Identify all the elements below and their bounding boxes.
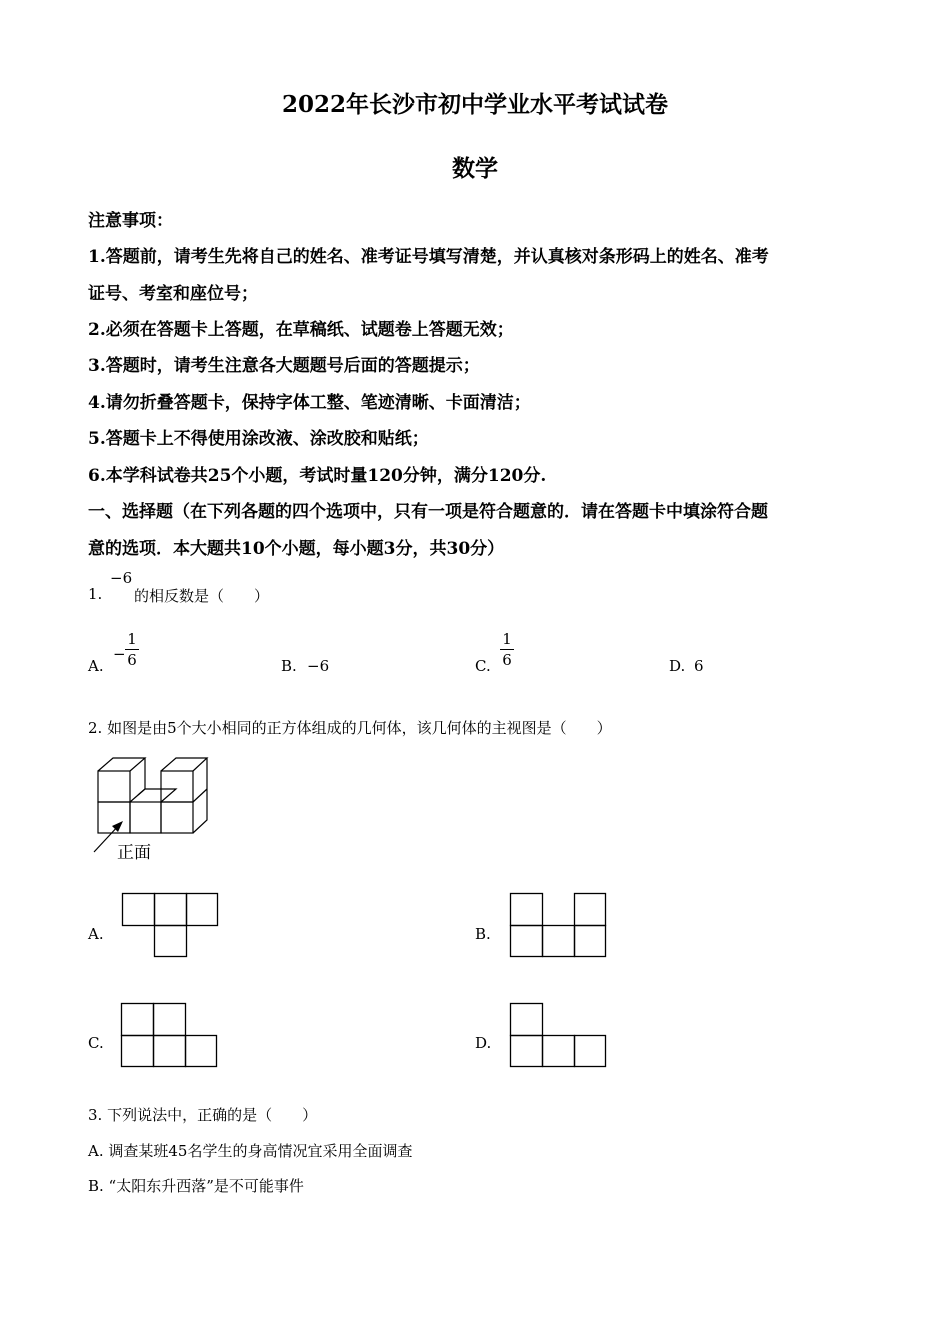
notice-item-1-line-2: 证号、考室和座位号； xyxy=(88,284,258,304)
q1-option-d-value: 6 xyxy=(694,657,704,675)
q3-option-b: B. “太阳东升西落”是不可能事件 xyxy=(88,1177,304,1195)
fraction-bar xyxy=(125,649,139,650)
q1-option-c-numerator: 1 xyxy=(502,630,512,648)
q2-option-a-label: A. xyxy=(88,925,104,943)
q1-option-c-fraction xyxy=(500,630,514,669)
q2-option-c-shape xyxy=(121,1003,217,1067)
notice-item-4: 4.请勿折叠答题卡，保持字体工整、笔迹清晰、卡面清洁； xyxy=(88,393,531,413)
fraction-bar xyxy=(500,649,514,650)
section-1-instructions-line-1: 一、选择题（在下列各题的四个选项中，只有一项是符合题意的．请在答题卡中填涂符合题 xyxy=(88,502,768,522)
q1-number: 1. xyxy=(88,585,103,603)
notice-item-1-line-1: 1.答题前，请考生先将自己的姓名、准考证号填写清楚，并认真核对条形码上的姓名、准考 xyxy=(88,247,769,267)
q1-option-a-denominator: 6 xyxy=(127,651,137,669)
q2-cube-figure xyxy=(90,756,210,836)
q2-option-a-shape xyxy=(122,893,218,957)
notice-item-3: 3.答题时，请考生注意各大题题号后面的答题提示； xyxy=(88,356,480,376)
q1-option-a-label: A. xyxy=(88,657,104,675)
q2-question-text: 2. 如图是由5个大小相同的正方体组成的几何体，该几何体的主视图是（ ） xyxy=(88,719,612,737)
section-1-instructions-line-2: 意的选项．本大题共10个小题，每小题3分，共30分） xyxy=(88,539,505,559)
q1-option-a-fraction xyxy=(125,630,139,669)
q2-option-b-label: B. xyxy=(475,925,491,943)
q1-option-d-label: D. xyxy=(669,657,686,675)
subject-title: 数学 xyxy=(452,155,498,182)
q2-option-b-shape xyxy=(510,893,606,957)
q1-expression: −6 xyxy=(110,569,133,587)
q1-option-b-value: −6 xyxy=(307,657,330,675)
q1-option-c-label: C. xyxy=(475,657,491,675)
notice-item-6: 6.本学科试卷共25个小题，考试时量120分钟，满分120分. xyxy=(88,466,547,486)
q3-question-text: 3. 下列说法中，正确的是（ ） xyxy=(88,1106,318,1124)
q2-front-label: 正面 xyxy=(117,843,151,863)
exam-title: 2022年长沙市初中学业水平考试试卷 xyxy=(281,91,668,118)
q2-option-d-shape xyxy=(510,1003,606,1067)
q1-option-a-minus: − xyxy=(113,645,126,663)
q2-option-c-label: C. xyxy=(88,1034,104,1052)
q3-option-a: A. 调查某班45名学生的身高情况宜采用全面调查 xyxy=(88,1142,413,1160)
q1-option-b-label: B. xyxy=(281,657,297,675)
notice-item-5: 5.答题卡上不得使用涂改液、涂改胶和贴纸； xyxy=(88,429,429,449)
q1-question-text: 的相反数是（ ） xyxy=(134,587,270,605)
q1-option-a-numerator: 1 xyxy=(127,630,137,648)
notice-item-2: 2.必须在答题卡上答题，在草稿纸、试题卷上答题无效； xyxy=(88,320,514,340)
q1-option-c-denominator: 6 xyxy=(502,651,512,669)
q2-option-d-label: D. xyxy=(475,1034,492,1052)
notice-heading: 注意事项： xyxy=(88,211,173,231)
